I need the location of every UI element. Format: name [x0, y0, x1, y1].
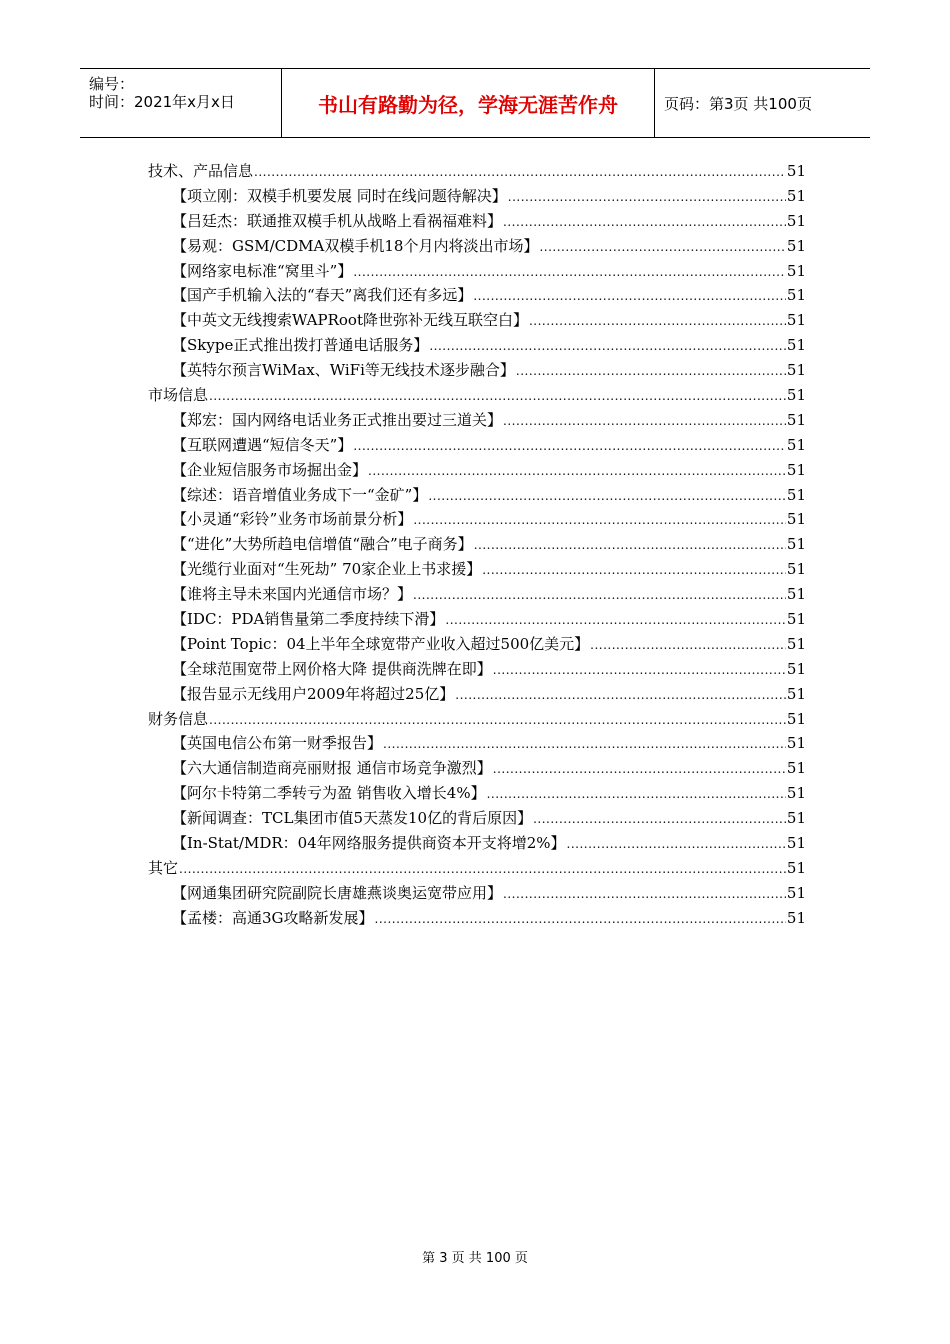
toc-page-number: 51	[786, 211, 806, 230]
toc-page-number: 51	[786, 634, 806, 653]
toc-leader-dots	[383, 737, 786, 751]
toc-entry-row[interactable]	[148, 807, 806, 832]
time-label: 时间：2021年x月x日	[89, 93, 235, 111]
toc-entry-row[interactable]	[148, 235, 806, 260]
toc-leader-dots	[254, 165, 786, 179]
toc-leader-dots	[567, 837, 786, 851]
toc-entry-title: 【孟楼：高通3G攻略新发展】	[172, 908, 374, 927]
toc-entry-row[interactable]	[148, 583, 806, 608]
page-header	[80, 68, 870, 138]
toc-section-row[interactable]	[148, 160, 806, 185]
toc-entry-title: 【企业短信服务市场掘出金】	[172, 460, 368, 479]
toc-page-number: 51	[786, 883, 806, 902]
toc-leader-dots	[539, 240, 785, 254]
toc-entry-title: 【IDC：PDA销售量第二季度持续下滑】	[172, 610, 445, 629]
toc-entry-title: 【In-Stat/MDR：04年网络服务提供商资本开支将增2%】	[172, 834, 566, 853]
toc-page-number: 51	[786, 286, 806, 305]
toc-entry-row[interactable]	[148, 658, 806, 683]
toc-leader-dots	[493, 762, 786, 776]
toc-section-row[interactable]	[148, 384, 806, 409]
toc-entry-row[interactable]	[148, 508, 806, 533]
toc-entry-row[interactable]	[148, 558, 806, 583]
toc-leader-dots	[590, 638, 786, 652]
toc-entry-row[interactable]	[148, 484, 806, 509]
toc-leader-dots	[179, 862, 786, 876]
toc-entry-title: 【谁将主导未来国内光通信市场？】	[172, 585, 413, 604]
toc-entry-title: 【Skype正式推出拨打普通电话服务】	[172, 336, 429, 355]
toc-entry-title: 【新闻调查：TCL集团市值5天蒸发10亿的背后原因】	[172, 809, 533, 828]
toc-entry-title: 【易观：GSM/CDMA双模手机18个月内将淡出市场】	[172, 236, 539, 255]
toc-leader-dots	[428, 489, 786, 503]
toc-leader-dots	[482, 563, 786, 577]
toc-page-number: 51	[786, 410, 806, 429]
toc-entry-row[interactable]	[148, 633, 806, 658]
toc-entry-title: 【综述：语音增值业务成下一“金矿”】	[172, 485, 428, 504]
toc-leader-dots	[473, 289, 786, 303]
toc-entry-row[interactable]	[148, 608, 806, 633]
toc-leader-dots	[503, 887, 786, 901]
toc-entry-title: 【全球范围宽带上网价格大降 提供商洗牌在即】	[172, 659, 492, 678]
toc-page-number: 51	[786, 162, 806, 180]
header-meta-cell	[80, 69, 282, 137]
toc-entry-row[interactable]	[148, 757, 806, 782]
toc-entry-title: 【报告显示无线用户2009年将超过25亿】	[172, 684, 455, 703]
toc-entry-row[interactable]	[148, 434, 806, 459]
toc-leader-dots	[209, 713, 786, 727]
toc-entry-row[interactable]	[148, 284, 806, 309]
toc-entry-title: 其它	[148, 858, 179, 877]
toc-entry-row[interactable]	[148, 334, 806, 359]
toc-leader-dots	[508, 190, 786, 204]
toc-page-number: 51	[786, 435, 806, 454]
toc-page-number: 51	[786, 834, 806, 853]
toc-entry-title: 【小灵通“彩铃”业务市场前景分析】	[172, 510, 413, 529]
toc-page-number: 51	[786, 560, 806, 579]
toc-page-number: 51	[786, 908, 806, 927]
page-footer: 第 3 页 共 100 页	[422, 1251, 528, 1266]
toc-page-number: 51	[786, 261, 806, 280]
toc-leader-dots	[353, 439, 786, 453]
toc-entry-row[interactable]	[148, 907, 806, 932]
toc-leader-dots	[487, 787, 786, 801]
toc-entry-title: 【互联网遭遇“短信冬天”】	[172, 435, 353, 454]
number-label: 编号：	[89, 75, 135, 93]
toc-entry-title: 技术、产品信息	[148, 162, 254, 180]
toc-entry-row[interactable]	[148, 782, 806, 807]
toc-entry-row[interactable]	[148, 459, 806, 484]
toc-page-number: 51	[786, 386, 806, 405]
toc-entry-title: 【中英文无线搜索WAPRoot降世弥补无线互联空白】	[172, 311, 528, 330]
toc-page-number: 51	[786, 610, 806, 629]
header-motto: 书山有路勤为径，学海无涯苦作舟	[282, 69, 655, 137]
toc-leader-dots	[429, 339, 786, 353]
table-of-contents	[148, 160, 806, 932]
toc-page-number: 51	[786, 585, 806, 604]
toc-entry-title: 【“进化”大势所趋电信增值“融合”电子商务】	[172, 535, 473, 554]
toc-page-number: 51	[786, 336, 806, 355]
toc-entry-title: 市场信息	[148, 386, 209, 405]
toc-entry-row[interactable]	[148, 309, 806, 334]
toc-leader-dots	[368, 464, 786, 478]
toc-page-number: 51	[786, 460, 806, 479]
toc-page-number: 51	[786, 858, 806, 877]
toc-page-number: 51	[786, 759, 806, 778]
toc-leader-dots	[533, 812, 786, 826]
toc-page-number: 51	[786, 734, 806, 753]
toc-entry-row[interactable]	[148, 210, 806, 235]
toc-page-number: 51	[786, 684, 806, 703]
toc-page-number: 51	[786, 659, 806, 678]
toc-entry-row[interactable]	[148, 533, 806, 558]
toc-page-number: 51	[786, 236, 806, 255]
toc-page-number: 51	[786, 809, 806, 828]
toc-leader-dots	[503, 414, 786, 428]
toc-page-number: 51	[786, 311, 806, 330]
toc-leader-dots	[455, 688, 786, 702]
toc-entry-title: 【阿尔卡特第二季转亏为盈 销售收入增长4%】	[172, 784, 486, 803]
toc-leader-dots	[445, 613, 786, 627]
toc-leader-dots	[516, 364, 786, 378]
toc-entry-title: 【英特尔预言WiMax、WiFi等无线技术逐步融合】	[172, 361, 515, 380]
toc-entry-title: 【吕廷杰：联通推双模手机从战略上看祸福难料】	[172, 211, 503, 230]
toc-page-number: 51	[786, 186, 806, 205]
toc-page-number: 51	[786, 510, 806, 529]
toc-page-number: 51	[786, 361, 806, 380]
toc-entry-title: 【项立刚：双模手机要发展 同时在线问题待解决】	[172, 186, 507, 205]
toc-leader-dots	[353, 265, 786, 279]
toc-page-number: 51	[786, 485, 806, 504]
toc-page-number: 51	[786, 784, 806, 803]
toc-entry-title: 【国产手机输入法的“春天”离我们还有多远】	[172, 286, 473, 305]
toc-section-row[interactable]	[148, 857, 806, 882]
toc-leader-dots	[375, 912, 786, 926]
toc-leader-dots	[474, 538, 786, 552]
toc-entry-row[interactable]	[148, 732, 806, 757]
toc-entry-title: 【Point Topic：04上半年全球宽带产业收入超过500亿美元】	[172, 634, 590, 653]
toc-entry-row[interactable]	[148, 832, 806, 857]
header-page-info: 页码：第3页 共100页	[664, 94, 812, 113]
toc-entry-row[interactable]	[148, 260, 806, 285]
toc-entry-title: 【网络家电标准“窝里斗”】	[172, 261, 353, 280]
toc-entry-row[interactable]	[148, 683, 806, 708]
toc-leader-dots	[209, 389, 786, 403]
toc-entry-title: 【光缆行业面对“生死劫” 70家企业上书求援】	[172, 560, 482, 579]
toc-entry-row[interactable]	[148, 409, 806, 434]
toc-page-number: 51	[786, 535, 806, 554]
toc-entry-title: 【郑宏：国内网络电话业务正式推出要过三道关】	[172, 410, 503, 429]
toc-entry-title: 【六大通信制造商亮丽财报 通信市场竞争激烈】	[172, 759, 492, 778]
toc-entry-title: 财务信息	[148, 709, 209, 728]
toc-entry-title: 【英国电信公布第一财季报告】	[172, 734, 383, 753]
toc-leader-dots	[413, 513, 786, 527]
toc-leader-dots	[413, 588, 786, 602]
toc-entry-row[interactable]	[148, 185, 806, 210]
toc-leader-dots	[493, 663, 786, 677]
toc-leader-dots	[529, 314, 786, 328]
toc-section-row[interactable]	[148, 708, 806, 733]
toc-page-number: 51	[786, 709, 806, 728]
toc-entry-title: 【网通集团研究院副院长唐雄燕谈奥运宽带应用】	[172, 883, 503, 902]
toc-entry-row[interactable]	[148, 882, 806, 907]
toc-entry-row[interactable]	[148, 359, 806, 384]
toc-leader-dots	[503, 215, 786, 229]
